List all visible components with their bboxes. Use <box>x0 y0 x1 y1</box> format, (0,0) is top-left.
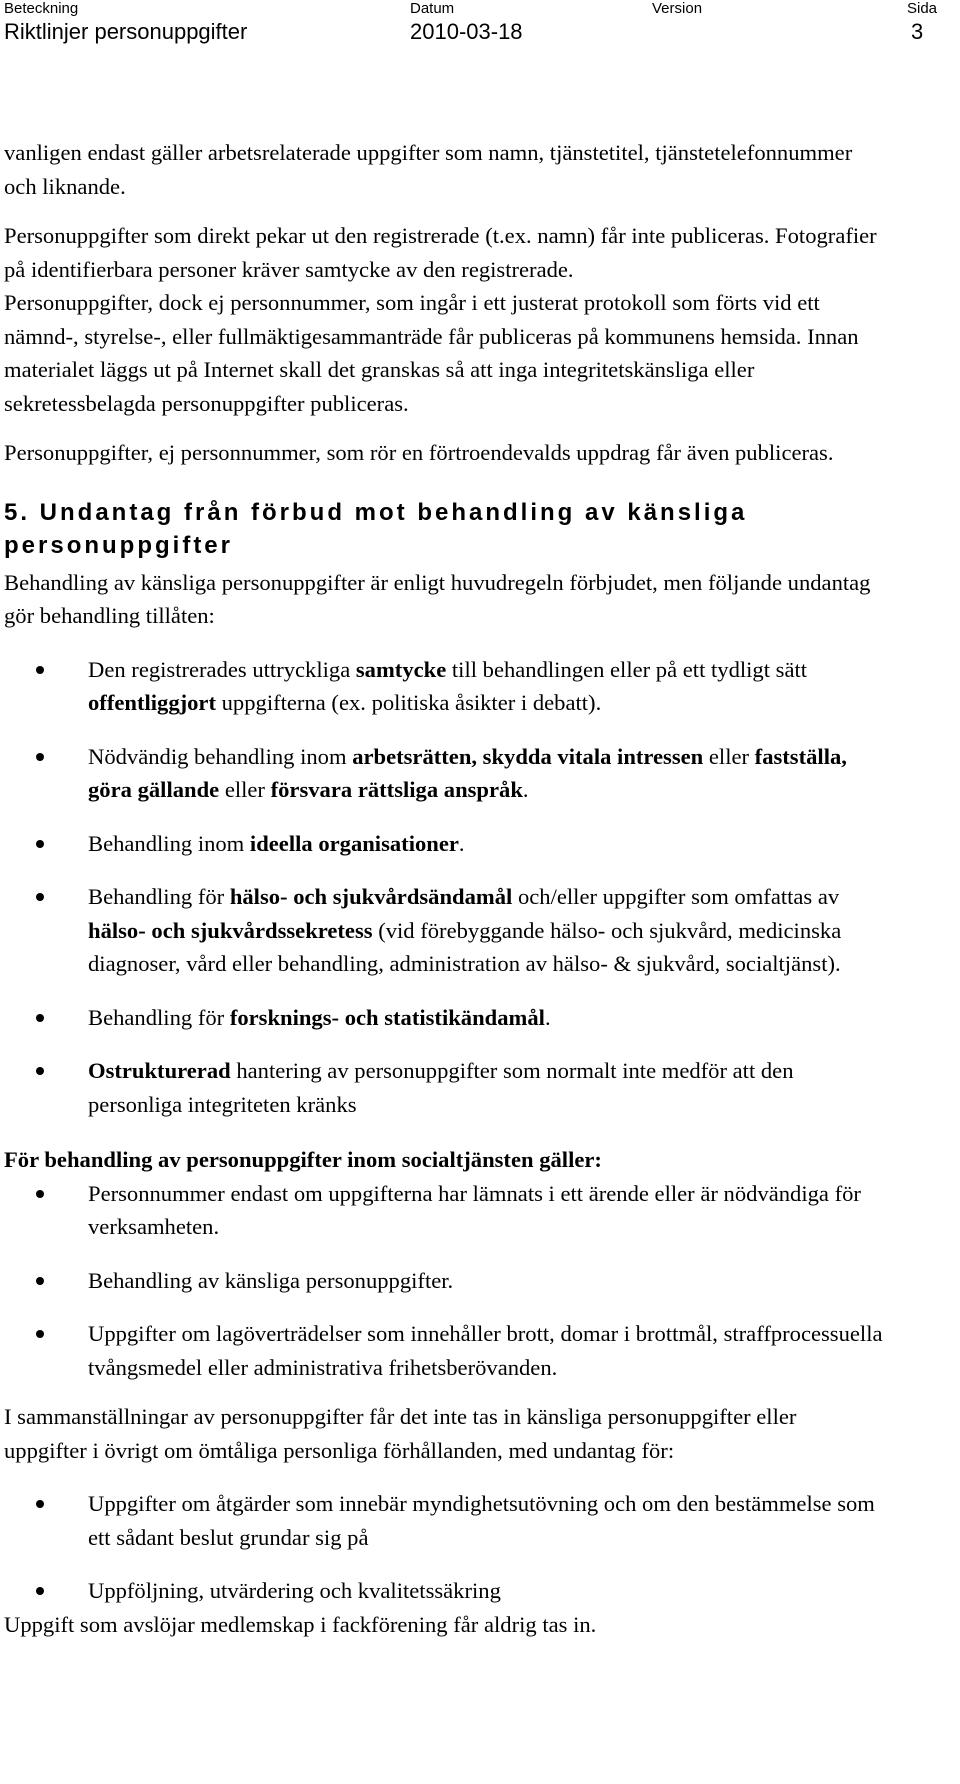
header-sida-label: Sida <box>907 0 938 17</box>
list-item: Nödvändig behandling inom arbetsrätten, skydda vitala intressen eller fastställa, göra gällande eller försvara rättsliga anspråk. <box>4 740 884 807</box>
paragraph: Personuppgifter som direkt pekar ut den registrerade (t.ex. namn) får inte publiceras. Fotografier på identifierbara personer kräver samtycke av den registrerade. <box>4 223 877 282</box>
exceptions-list <box>4 653 884 1122</box>
subsection-heading: För behandling av personuppgifter inom socialtjänsten gäller: <box>4 1147 602 1172</box>
paragraph: vanligen endast gäller arbetsrelaterade uppgifter som namn, tjänstetitel, tjänstetelefonnummer och liknande. <box>4 140 853 199</box>
paragraph: I sammanställningar av personuppgifter får det inte tas in känsliga personuppgifter eller uppgifter i övrigt om ömtåliga personliga förhållanden, med undantag för: <box>4 1404 797 1463</box>
header-version-label: Version <box>652 0 703 17</box>
list-item: Ostrukturerad hantering av personuppgifter som normalt inte medför att den personliga integriteten kränks <box>4 1054 884 1121</box>
list-item: Behandling för hälso- och sjukvårdsändamål och/eller uppgifter som omfattas av hälso- och sjukvårdssekretess (vid förebyggande hälso- och sjukvård, medicinska diagnoser, vård eller behandling, administration av hälso- & sjukvård, socialtjänst). <box>4 880 884 981</box>
compilation-exceptions-list <box>4 1487 884 1608</box>
list-item: Behandling av känsliga personuppgifter. <box>4 1264 884 1298</box>
header-datum-label: Datum <box>410 0 455 17</box>
paragraph: Uppgift som avslöjar medlemskap i fackförening får aldrig tas in. <box>4 1611 597 1637</box>
section-heading: 5. Undantag från förbud mot behandling av känsliga personuppgifter <box>4 498 748 559</box>
list-item: Personnummer endast om uppgifterna har lämnats i ett ärende eller är nödvändiga för verksamheten. <box>4 1177 884 1244</box>
header-sida-value: 3 <box>911 19 924 44</box>
section-intro: Behandling av känsliga personuppgifter är enligt huvudregeln förbjudet, men följande undantag gör behandling tillåten: <box>4 569 871 628</box>
list-item: Behandling för forsknings- och statistikändamål. <box>4 1001 884 1035</box>
header-beteckning-value: Riktlinjer personuppgifter <box>4 19 248 44</box>
paragraph: Personuppgifter, dock ej personnummer, som ingår i ett justerat protokoll som förts vid ett nämnd-, styrelse-, eller fullmäktigesammanträde får publiceras på kommunens hemsida. Innan materialet läggs ut på Internet skall det granskas så att inga integritetskänsliga eller sekretessbelagda personuppgifter publiceras. <box>4 290 859 416</box>
header-beteckning-label: Beteckning <box>4 0 79 17</box>
list-item: Uppföljning, utvärdering och kvalitetssäkring <box>4 1574 884 1608</box>
list-item: Uppgifter om åtgärder som innebär myndighetsutövning och om den bestämmelse som ett sådant beslut grundar sig på <box>4 1487 884 1554</box>
list-item: Uppgifter om lagöverträdelser som innehåller brott, domar i brottmål, straffprocessuella tvångsmedel eller administrativa frihetsberövanden. <box>4 1317 884 1384</box>
social-list <box>4 1177 884 1385</box>
list-item: Behandling inom ideella organisationer. <box>4 827 884 861</box>
header-datum-value: 2010-03-18 <box>410 19 523 44</box>
document-body <box>4 136 884 1641</box>
list-item: Den registrerades uttryckliga samtycke till behandlingen eller på ett tydligt sätt offentliggjort uppgifterna (ex. politiska åsikter i debatt). <box>4 653 884 720</box>
paragraph: Personuppgifter, ej personnummer, som rör en förtroendevalds uppdrag får även publiceras. <box>4 440 834 465</box>
